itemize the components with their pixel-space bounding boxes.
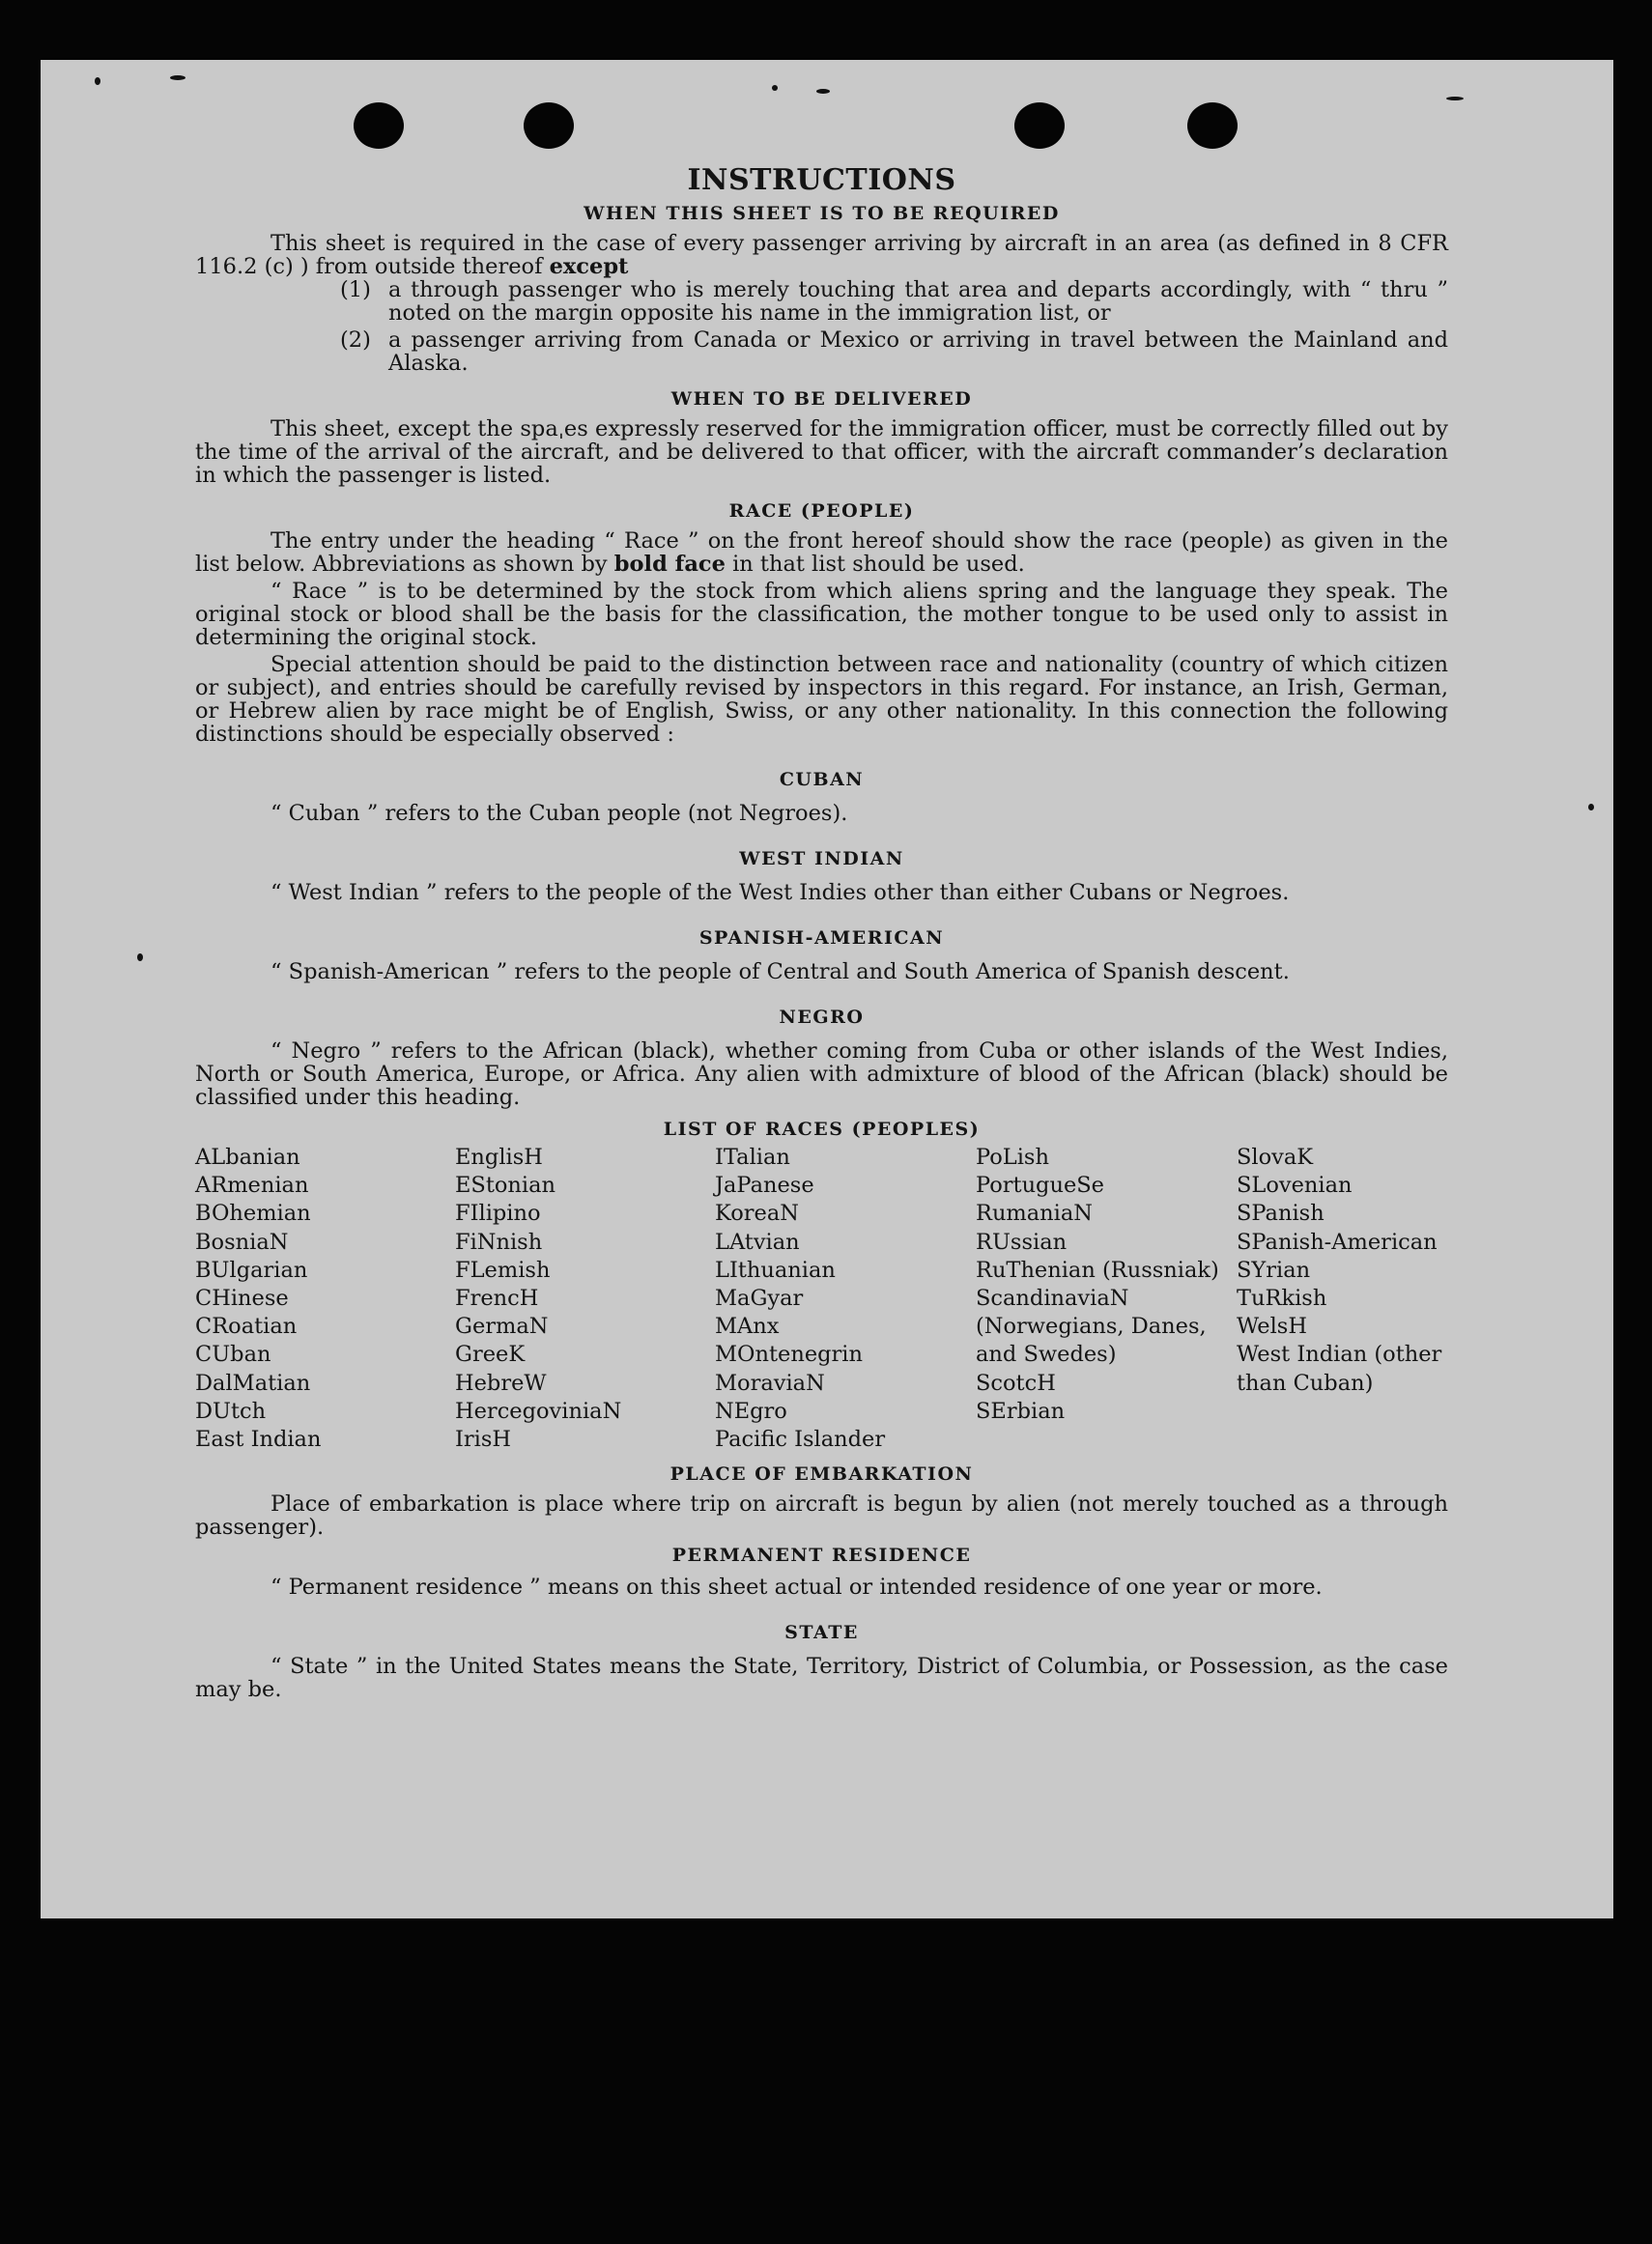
west-indian-text: “ West Indian ” refers to the people of the West Indies other than either Cubans or Negroes.	[271, 880, 1290, 905]
race-entry: RUssian	[976, 1229, 1068, 1255]
embarkation-text: Place of embarkation is place where trip on aircraft is begun by alien (not merely touched as a through passenger).	[195, 1491, 1448, 1541]
except-emphasis: except	[549, 254, 629, 279]
race-entry: CUban	[195, 1342, 271, 1368]
race-entry: SPanish-American	[1237, 1229, 1438, 1255]
race-entry: EnglisH	[455, 1145, 543, 1170]
race-entry: SPanish	[1237, 1201, 1324, 1227]
race-column	[195, 1144, 455, 1454]
race-entry: RumaniaN	[976, 1201, 1093, 1227]
permanent-residence-text: “ Permanent residence ” means on this sheet actual or intended residence of one year or more.	[271, 1575, 1323, 1601]
section-heading-state: STATE	[784, 1622, 859, 1644]
race-entry: BosniaN	[195, 1229, 289, 1255]
spanish-american-text: “ Spanish-American ” refers to the people of Central and South America of Spanish descent.	[271, 959, 1290, 984]
race-column	[976, 1144, 1237, 1454]
section-heading-negro: NEGRO	[779, 1007, 865, 1028]
race-entry: ScotcH	[976, 1370, 1056, 1396]
race-entry: SLovenian	[1237, 1173, 1353, 1199]
race-entry: SlovaK	[1237, 1145, 1314, 1170]
item-number: (1)	[340, 277, 371, 302]
race-entry: IrisH	[455, 1427, 512, 1453]
exception-item-2	[340, 328, 1448, 375]
scan-speck	[95, 77, 100, 85]
race-entry: BOhemian	[195, 1201, 311, 1227]
race-entry: ITalian	[715, 1145, 790, 1170]
race-entry: WelsH	[1237, 1314, 1307, 1340]
punch-hole	[524, 102, 574, 149]
negro-text: “ Negro ” refers to the African (black), whether coming from Cuba or other islands of the West Indies, North or South America, Europe, or Africa. Any alien with admixture of blood of the African (black) should be classified under this heading.	[195, 1038, 1448, 1110]
exception-item-1	[340, 278, 1448, 325]
scan-speck	[137, 953, 143, 961]
section-heading-race: RACE (PEOPLE)	[728, 500, 915, 522]
race-paragraph-2: “ Race ” is to be determined by the stock from which aliens spring and the language they speak. The original stock or blood shall be the basis for the classification, the mother tongue to be used only to assist in determining the original stock.	[195, 579, 1448, 650]
race-entry: CHinese	[195, 1286, 289, 1312]
race-entry: HercegoviniaN	[455, 1398, 622, 1424]
bold-face-emphasis: bold face	[613, 552, 726, 577]
race-entry: West Indian (other than Cuban)	[1237, 1342, 1442, 1396]
punch-hole	[1014, 102, 1065, 149]
race-entry: TuRkish	[1237, 1286, 1327, 1312]
scan-speck	[1446, 97, 1464, 100]
race-entry: LIthuanian	[715, 1257, 836, 1283]
race-entry: East Indian	[195, 1427, 322, 1453]
race-column	[1237, 1144, 1448, 1454]
race-entry: ScandinaviaN (Norwegians, Danes, and Swedes)	[976, 1286, 1207, 1368]
section-heading-list-of-races: LIST OF RACES (PEOPLES)	[663, 1119, 981, 1140]
race-entry: MoraviaN	[715, 1370, 825, 1396]
document-page	[41, 60, 1613, 1918]
race-entry: RuThenian (Russniak)	[976, 1257, 1219, 1283]
race-entry: DUtch	[195, 1398, 267, 1424]
race-column	[715, 1144, 976, 1454]
race-entry: NEgro	[715, 1398, 787, 1424]
punch-hole	[1187, 102, 1238, 149]
scan-speck	[772, 85, 778, 91]
race-entry: DalMatian	[195, 1370, 311, 1396]
scan-speck	[170, 75, 185, 80]
item-text: a passenger arriving from Canada or Mexico or arriving in travel between the Mainland and Alaska.	[388, 327, 1448, 376]
race-entry: Pacific Islander	[715, 1427, 886, 1453]
race-entry: CRoatian	[195, 1314, 298, 1340]
item-text: a through passenger who is merely touching that area and departs accordingly, with “ thru ” noted on the margin opposite his name in the immigration list, or	[388, 277, 1448, 326]
race-list-table	[195, 1144, 1448, 1454]
race-entry: LAtvian	[715, 1229, 800, 1255]
race-entry: FLemish	[455, 1257, 551, 1283]
race-entry: SErbian	[976, 1398, 1066, 1424]
race-entry: GreeK	[455, 1342, 526, 1368]
race-entry: MaGyar	[715, 1286, 804, 1312]
race-entry: KoreaN	[715, 1201, 799, 1227]
section-heading-spanish-american: SPANISH-AMERICAN	[698, 927, 945, 949]
race-entry: MAnx	[715, 1314, 780, 1340]
when-delivered-text: This sheet, except the spaˌes expressly reserved for the immigration officer, must be correctly filled out by the time of the arrival of the aircraft, and be delivered to that officer, with the aircraft commander’s declaration in which the passenger is listed.	[195, 416, 1448, 488]
race-entry: FiNnish	[455, 1229, 543, 1255]
race-entry: BUlgarian	[195, 1257, 308, 1283]
race-entry: PortugueSe	[976, 1173, 1105, 1199]
race-entry: JaPanese	[715, 1173, 814, 1199]
scan-speck	[1588, 804, 1594, 810]
race-entry: ARmenian	[195, 1173, 309, 1199]
race-entry: PoLish	[976, 1145, 1049, 1170]
cuban-text: “ Cuban ” refers to the Cuban people (not Negroes).	[271, 801, 848, 826]
section-heading-west-indian: WEST INDIAN	[739, 848, 904, 869]
race-entry: ALbanian	[195, 1145, 300, 1170]
race-entry: FIlipino	[455, 1201, 541, 1227]
section-heading-cuban: CUBAN	[779, 769, 865, 790]
item-number: (2)	[340, 327, 371, 353]
when-required-intro: This sheet is required in the case of every passenger arriving by aircraft in an area (as defined in 8 CFR 116.2 (c) ) from outside thereof except	[195, 231, 1448, 279]
race-entry: EStonian	[455, 1173, 556, 1199]
instructions-content	[195, 164, 1448, 1701]
section-heading-when-required: WHEN THIS SHEET IS TO BE REQUIRED	[584, 203, 1060, 224]
punch-hole	[354, 102, 404, 149]
race-column	[455, 1144, 715, 1454]
race-entry: MOntenegrin	[715, 1342, 863, 1368]
race-paragraph-3: Special attention should be paid to the distinction between race and nationality (country of which citizen or subject), and entries should be carefully revised by inspectors in this regard. For instance, an Irish, German, or Hebrew alien by race might be of English, Swiss, or any other nationality. In this connection the following distinctions should be especially observed :	[195, 652, 1448, 747]
section-heading-permanent-residence: PERMANENT RESIDENCE	[671, 1545, 972, 1567]
race-entry: GermaN	[455, 1314, 549, 1340]
race-entry: SYrian	[1237, 1257, 1311, 1283]
section-heading-embarkation: PLACE OF EMBARKATION	[669, 1463, 974, 1486]
section-heading-when-delivered: WHEN TO BE DELIVERED	[670, 388, 973, 410]
page-title: INSTRUCTIONS	[687, 163, 956, 197]
scan-speck	[816, 89, 830, 94]
race-entry: FrencH	[455, 1286, 539, 1312]
race-entry: HebreW	[455, 1370, 547, 1396]
race-paragraph-1: The entry under the heading “ Race ” on the front hereof should show the race (people) as given in the list below. Abbreviations as shown by bold face in that list should be used.	[195, 528, 1448, 577]
state-text: “ State ” in the United States means the State, Territory, District of Columbia, or Possession, as the case may be.	[195, 1654, 1448, 1703]
